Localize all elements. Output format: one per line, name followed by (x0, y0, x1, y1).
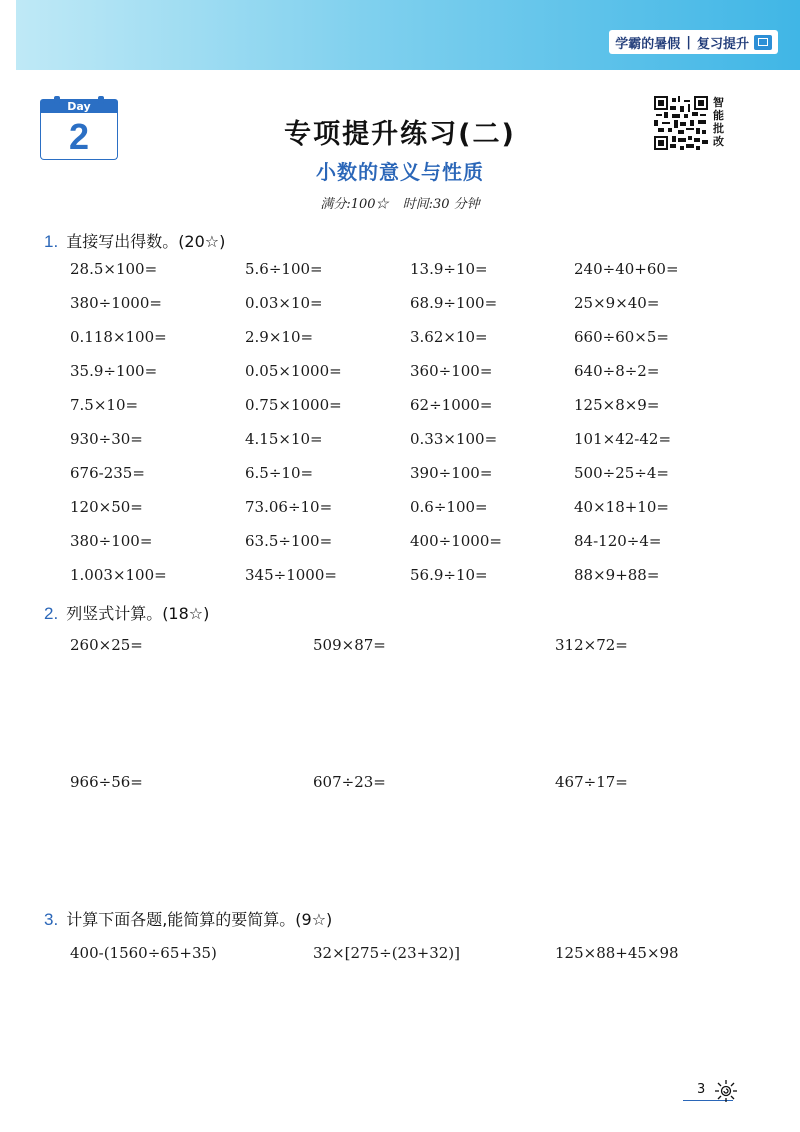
brand-tag: 复习提升 (696, 36, 749, 52)
brand-separator: | (686, 34, 691, 50)
vertical-calc-problem: 966÷56= (70, 773, 143, 791)
problem: 73.06÷10= (245, 498, 333, 516)
problem: 40×18+10= (574, 498, 669, 516)
section-1-number: 1. (44, 232, 59, 251)
problem: 63.5÷100= (245, 532, 333, 550)
vertical-calc-problem: 312×72= (555, 636, 628, 654)
problem: 380÷1000= (70, 294, 162, 312)
problem: 240÷40+60= (574, 260, 679, 278)
problem: 5.6÷100= (245, 260, 323, 278)
brand-name: 学霸的暑假 (615, 36, 681, 52)
problem: 930÷30= (70, 430, 143, 448)
problem: 125×8×9= (574, 396, 660, 414)
problem: 345÷1000= (245, 566, 337, 584)
problem: 660÷60×5= (574, 328, 669, 346)
problem: 28.5×100= (70, 260, 158, 278)
qr-code-icon[interactable] (654, 96, 708, 150)
vertical-calc-problem: 607÷23= (313, 773, 386, 791)
page-subtitle: 小数的意义与性质 (316, 160, 484, 184)
qr-label: 智能批改 (713, 96, 724, 148)
problem: 0.75×1000= (245, 396, 342, 414)
header-bar (16, 0, 800, 70)
time-limit: 时间:30 分钟 (402, 197, 480, 212)
day-label: Day (67, 100, 91, 113)
problem: 62÷1000= (410, 396, 493, 414)
problem: 68.9÷100= (410, 294, 498, 312)
problem: 2.9×10= (245, 328, 314, 346)
problem: 500÷25÷4= (574, 464, 669, 482)
problem: 0.05×1000= (245, 362, 342, 380)
brand-label (609, 30, 778, 54)
problem: 4.15×10= (245, 430, 323, 448)
book-icon (754, 35, 772, 50)
section-3-title: 计算下面各题,能简算的要简算。(9☆) (66, 910, 333, 929)
problem: 35.9÷100= (70, 362, 158, 380)
problem: 0.03×10= (245, 294, 323, 312)
problem: 0.6÷100= (410, 498, 488, 516)
day-number: 2 (68, 116, 90, 157)
vertical-calc-problem: 260×25= (70, 636, 143, 654)
score-time-info (0, 193, 800, 212)
sun-icon (713, 1078, 739, 1104)
problem: 88×9+88= (574, 566, 660, 584)
problem: 676-235= (70, 464, 145, 482)
vertical-calc-problem: 467÷17= (555, 773, 628, 791)
problem: 1.003×100= (70, 566, 167, 584)
problem: 84-120÷4= (574, 532, 662, 550)
vertical-calc-problem: 509×87= (313, 636, 386, 654)
problem: 3.62×10= (410, 328, 488, 346)
problem: 13.9÷10= (410, 260, 488, 278)
problem: 25×9×40= (574, 294, 660, 312)
section-3-number: 3. (44, 910, 59, 929)
problem: 0.33×100= (410, 430, 498, 448)
section-2-title: 列竖式计算。(18☆) (66, 604, 210, 623)
section-1-title: 直接写出得数。(20☆) (66, 232, 226, 251)
problem: 380÷100= (70, 532, 153, 550)
section-1-heading (44, 229, 225, 252)
section-2-number: 2. (44, 604, 59, 623)
problem: 120×50= (70, 498, 143, 516)
problem: 390÷100= (410, 464, 493, 482)
problem: 400÷1000= (410, 532, 502, 550)
page-number: 3 (697, 1082, 706, 1097)
simplify-problem: 400-(1560÷65+35) (70, 944, 217, 962)
section-2-heading (44, 601, 209, 624)
binder-ring-icon (54, 96, 60, 104)
problem: 0.118×100= (70, 328, 167, 346)
problem: 56.9÷10= (410, 566, 488, 584)
section-3-heading (44, 907, 332, 930)
problem: 640÷8÷2= (574, 362, 660, 380)
page-title: 专项提升练习(二) (284, 119, 516, 150)
problem: 360÷100= (410, 362, 493, 380)
problem: 6.5÷10= (245, 464, 314, 482)
problem: 7.5×10= (70, 396, 139, 414)
simplify-problem: 32×[275÷(23+32)] (313, 944, 461, 962)
full-score: 满分:100☆ (320, 197, 389, 212)
problem: 101×42-42= (574, 430, 672, 448)
simplify-problem: 125×88+45×98 (555, 944, 679, 962)
binder-ring-icon (98, 96, 104, 104)
